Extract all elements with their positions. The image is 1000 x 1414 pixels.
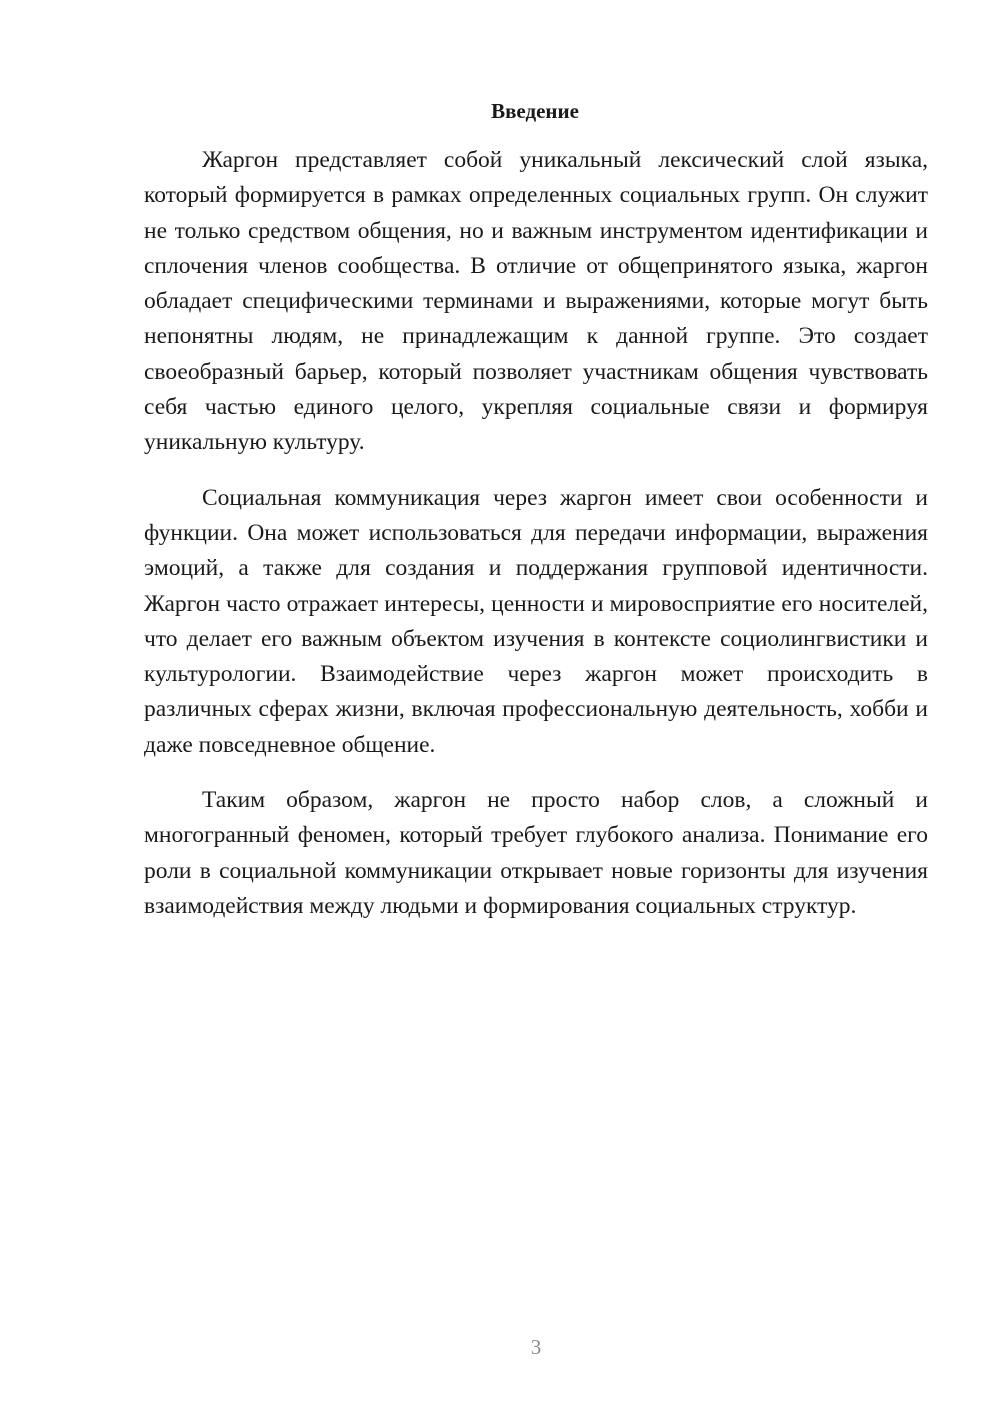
section-heading: Введение bbox=[491, 99, 579, 123]
paragraph-2: Социальная коммуникация через жаргон имеет свои особенности и функции. Она может использоваться для передачи информации, выражения эмоций, а также для создания и поддержания групповой идентичности. Жаргон часто отражает интересы, ценности и мировосприятие его носителей, что делает его важным объектом изучения в контексте социолингвистики и культурологии. Взаимодействие через жаргон может происходить в различных сферах жизни, включая профессиональную деятельность, хобби и даже повседневное общение. bbox=[144, 484, 928, 758]
page-number: 3 bbox=[530, 1335, 542, 1359]
paragraph-1: Жаргон представляет собой уникальный лексический слой языка, который формируется в рамках определенных социальных групп. Он служит не только средством общения, но и важным инструментом идентификации и сплочения членов сообщества. В отличие от общепринятого языка, жаргон обладает специфическими терминами и выражениями, которые могут быть непонятны людям, не принадлежащим к данной группе. Это создает своеобразный барьер, который позволяет участникам общения чувствовать себя частью единого целого, укрепляя социальные связи и формируя уникальную культуру. bbox=[144, 147, 928, 456]
paragraph-3: Таким образом, жаргон не просто набор слов, а сложный и многогранный феномен, который требует глубокого анализа. Понимание его роли в социальной коммуникации открывает новые горизонты для изучения взаимодействия между людьми и формирования социальных структур. bbox=[144, 787, 928, 919]
body-text bbox=[144, 143, 928, 944]
